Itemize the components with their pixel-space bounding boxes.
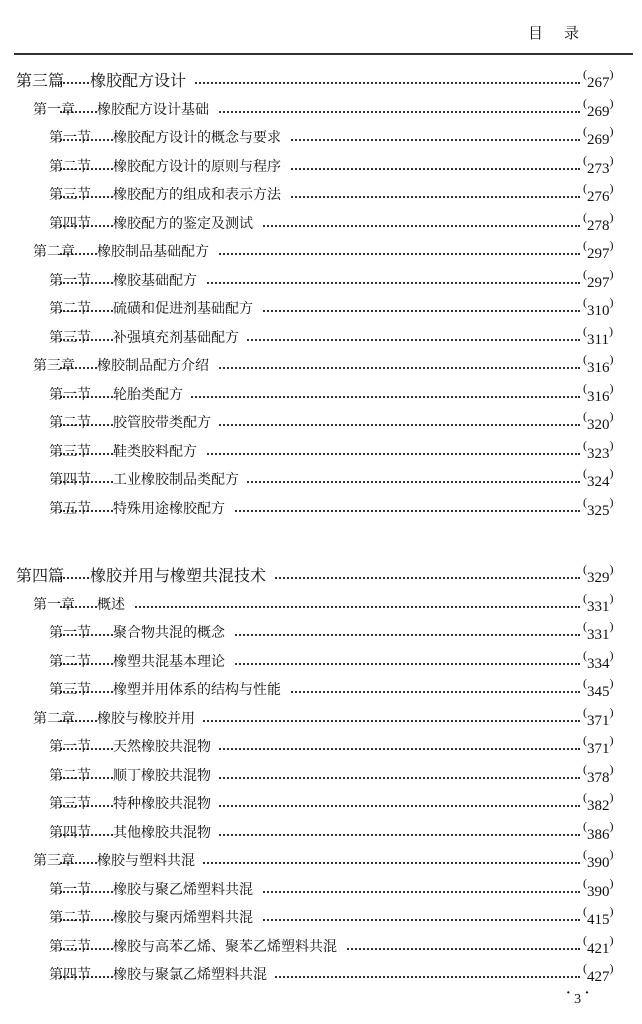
entry-page: (331) [583,590,614,615]
entry-label: 第一节 [49,272,91,289]
running-header [528,22,579,43]
entry-title: 硫磺和促进剂基础配方 [113,298,261,318]
entry-label: 第三篇 [16,73,65,90]
toc-section-entry[interactable] [0,380,642,409]
toc-part [0,66,642,522]
entry-page: (325) [583,494,614,519]
entry-page: (297) [583,238,614,262]
entry-title: 橡胶与塑料共混 [97,850,203,870]
entry-label: 第三节 [49,329,91,346]
toc-section-entry[interactable] [0,732,642,761]
entry-label: 第二节 [49,415,91,431]
toc-section-entry[interactable] [0,209,642,238]
toc-section-entry[interactable] [0,932,642,961]
entry-title: 鞋类胶料配方 [113,441,205,461]
entry-page-number: 334 [587,655,610,672]
entry-title: 顺丁橡胶共混物 [113,765,219,785]
entry-title: 橡塑并用体系的结构与性能 [113,679,289,699]
entry-page: (320) [583,409,614,433]
entry-page-number: 297 [587,246,610,262]
toc-part-entry[interactable] [0,561,642,590]
entry-page-number: 345 [587,684,610,700]
entry-label: 第四节 [49,215,91,232]
toc-chapter-entry[interactable] [0,95,642,124]
entry-page-number: 390 [587,855,610,871]
entry-label: 第三节 [49,938,91,955]
entry-title: 橡胶基础配方 [113,270,205,290]
entry-page: (331) [583,619,614,643]
entry-page-number: 371 [587,712,610,729]
toc-section-entry[interactable] [0,465,642,494]
entry-page: (310) [583,295,614,319]
entry-label: 第一节 [49,881,91,898]
toc-section-entry[interactable] [0,408,642,437]
entry-page: (273) [583,152,614,177]
toc-chapter-entry[interactable] [0,237,642,266]
entry-page: (382) [583,790,614,814]
entry-page: (267) [583,67,614,91]
toc-section-entry[interactable] [0,647,642,676]
entry-page-number: 390 [587,883,610,900]
entry-page-number: 415 [587,912,610,928]
toc-section-entry[interactable] [0,294,642,323]
toc-chapter-entry[interactable] [0,704,642,733]
entry-page-number: 278 [587,217,610,234]
toc-section-entry[interactable] [0,789,642,818]
entry-page: (269) [583,124,614,148]
entry-label: 第二节 [49,158,91,175]
entry-title: 橡胶制品配方介绍 [97,355,217,375]
entry-title: 橡胶配方设计 [90,68,194,91]
entry-page-number: 378 [587,769,610,786]
toc-part-entry[interactable] [0,66,642,95]
entry-label: 第四篇 [16,568,65,585]
entry-label: 第三节 [49,443,91,460]
entry-page-number: 276 [587,189,610,205]
entry-title: 橡胶并用与橡塑共混技术 [90,563,274,586]
entry-page: (269) [583,95,614,120]
entry-label: 第一节 [49,739,91,755]
entry-page-number: 421 [587,940,610,957]
entry-title: 橡胶配方的组成和表示方法 [113,184,289,204]
entry-page: (329) [583,562,614,586]
entry-page-number: 269 [587,103,610,120]
entry-label: 第二节 [49,910,91,926]
entry-label: 第三节 [49,187,91,203]
entry-title: 胶管胶带类配方 [113,412,219,432]
entry-page-number: 427 [587,969,610,985]
entry-page-number: 310 [587,303,610,319]
entry-page-number: 382 [587,798,610,814]
entry-page: (415) [583,904,614,928]
entry-page-number: 273 [587,160,610,177]
page-footer: · 3 · [566,986,590,1007]
entry-page: (316) [583,380,614,405]
entry-page-number: 323 [587,445,610,462]
entry-label: 第三节 [49,682,91,698]
toc-section-entry[interactable] [0,875,642,904]
entry-page: (390) [583,875,614,900]
entry-label: 第一节 [49,625,91,641]
entry-label: 第四节 [49,824,91,841]
toc-section-entry[interactable] [0,123,642,152]
entry-title: 橡塑共混基本理论 [113,651,233,671]
header-char: 目 [528,24,544,42]
entry-title: 橡胶与橡胶并用 [97,708,203,728]
toc-section-entry[interactable] [0,818,642,847]
header-rule [14,53,633,55]
entry-page: (371) [583,733,614,757]
entry-page: (324) [583,466,614,490]
entry-title: 补强填充剂基础配方 [113,327,247,347]
toc-section-entry[interactable] [0,903,642,932]
entry-label: 第二节 [49,767,91,784]
entry-title: 橡胶与聚丙烯塑料共混 [113,907,261,927]
entry-page-number: 371 [587,741,610,757]
toc-chapter-entry[interactable] [0,846,642,875]
entry-page: (378) [583,761,614,786]
entry-label: 第二节 [49,301,91,317]
entry-page: (323) [583,437,614,462]
entry-page-number: 320 [587,417,610,433]
entry-label: 第三章 [33,358,75,374]
entry-page: (390) [583,847,614,871]
entry-title: 橡胶与聚乙烯塑料共混 [113,879,261,899]
entry-label: 第三节 [49,796,91,812]
entry-title: 橡胶与高苯乙烯、聚苯乙烯塑料共混 [113,936,345,956]
entry-page: (427) [583,961,614,985]
entry-title: 聚合物共混的概念 [113,622,233,642]
entry-title: 概述 [97,594,133,614]
toc-section-entry[interactable] [0,180,642,209]
entry-title: 天然橡胶共混物 [113,736,219,756]
entry-page-number: 316 [587,388,610,405]
entry-title: 橡胶制品基础配方 [97,241,217,261]
entry-page-number: 331 [587,627,610,643]
entry-label: 第四节 [49,967,91,983]
entry-page: (297) [583,266,614,291]
toc-chapter-entry[interactable] [0,590,642,619]
toc-section-entry[interactable] [0,618,642,647]
entry-label: 第五节 [49,500,91,517]
entry-page-number: 316 [587,360,610,376]
toc-section-entry[interactable] [0,761,642,790]
entry-title: 橡胶配方设计基础 [97,99,217,119]
entry-label: 第二章 [33,244,75,260]
toc-section-entry[interactable] [0,152,642,181]
entry-page: (316) [583,352,614,376]
toc-section-entry[interactable] [0,675,642,704]
toc-section-entry[interactable] [0,437,642,466]
toc-section-entry[interactable] [0,494,642,523]
toc-section-entry[interactable] [0,266,642,295]
entry-page: (276) [583,181,614,205]
entry-page: (334) [583,647,614,672]
entry-page-number: 329 [587,570,610,586]
entry-title: 轮胎类配方 [113,384,191,404]
entry-title: 其他橡胶共混物 [113,822,219,842]
entry-page-number: 297 [587,274,610,291]
entry-page-number: 386 [587,826,610,843]
entry-title: 橡胶配方设计的概念与要求 [113,127,289,147]
entry-label: 第一章 [33,596,75,613]
entry-title: 特种橡胶共混物 [113,793,219,813]
toc-section-entry[interactable] [0,960,642,989]
entry-label: 第一节 [49,130,91,146]
entry-page-number: 331 [587,598,610,615]
entry-title: 特殊用途橡胶配方 [113,498,233,518]
entry-label: 第三章 [33,853,75,869]
header-char: 录 [564,24,580,42]
entry-title: 工业橡胶制品类配方 [113,469,247,489]
entry-page: (421) [583,932,614,957]
toc-chapter-entry[interactable] [0,351,642,380]
entry-label: 第一章 [33,101,75,118]
entry-page-number: 267 [587,75,610,91]
entry-page: (386) [583,818,614,843]
entry-label: 第一节 [49,386,91,403]
page-number: 3 [574,992,582,1007]
entry-page-number: 324 [587,474,610,490]
entry-title: 橡胶配方设计的原则与程序 [113,156,289,176]
entry-title: 橡胶配方的鉴定及测试 [113,213,261,233]
leader-dots [60,592,580,608]
entry-label: 第二章 [33,710,75,727]
entry-label: 第二节 [49,653,91,670]
entry-page-number: 325 [587,502,610,519]
entry-page: (278) [583,209,614,234]
entry-label: 第四节 [49,472,91,488]
entry-title: 橡胶与聚氯乙烯塑料共混 [113,964,275,984]
entry-page-number: 311 [587,331,609,348]
entry-page-number: 269 [587,132,610,148]
entry-page: (345) [583,676,614,700]
entry-page: (311) [583,323,613,348]
entry-page: (371) [583,704,614,729]
toc-part [0,561,642,989]
toc-section-entry[interactable] [0,323,642,352]
